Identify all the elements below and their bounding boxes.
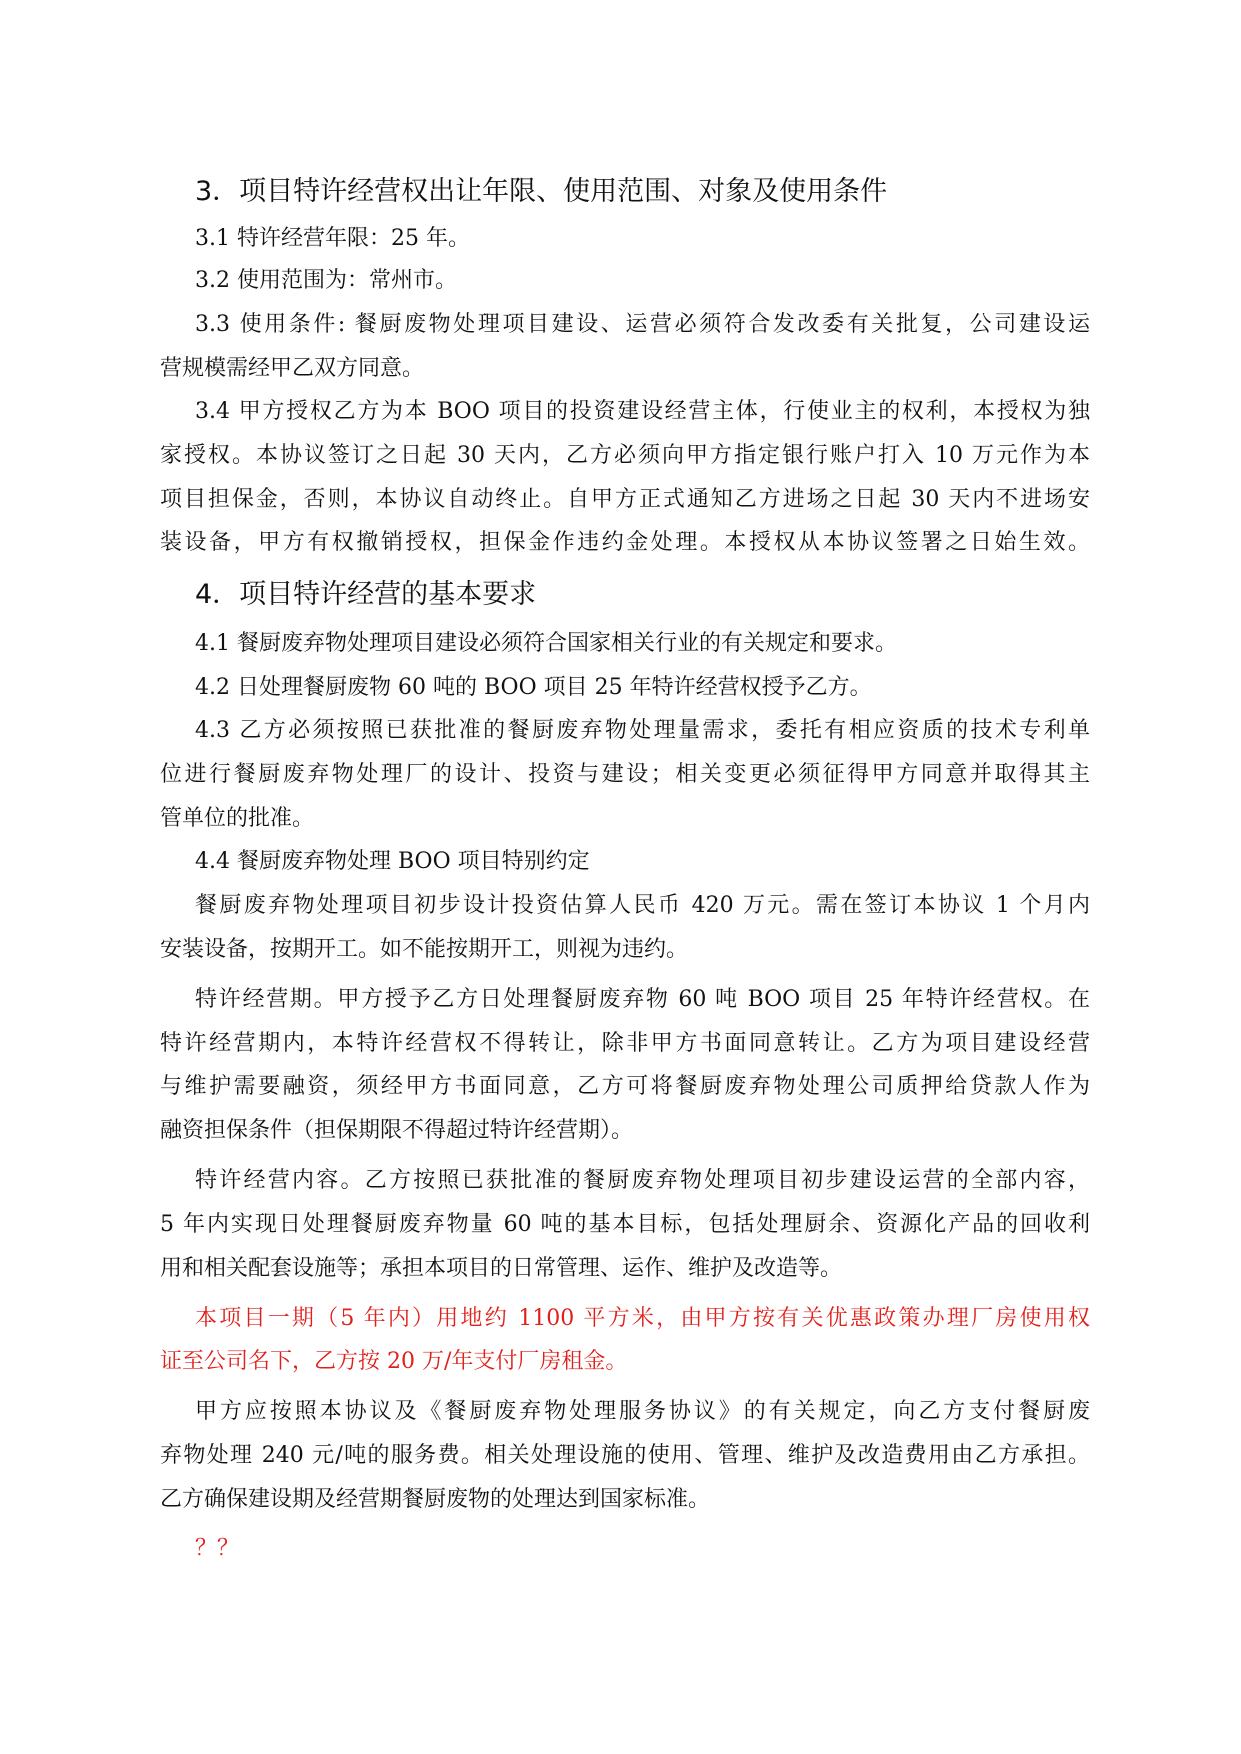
land-line-2: 证至公司名下，乙方按 20 万/年支付厂房租金。	[160, 1349, 628, 1374]
clause-3-4-line-1: 3.4 甲方授权乙方为本 BOO 项目的投资建设经营主体，行使业主的权利，本授权为独	[195, 399, 1090, 424]
clause-3-4-line-4: 装设备，甲方有权撤销授权，担保金作违约金处理。本授权从本协议签署之日始生效。	[160, 530, 1090, 555]
period-line-4: 融资担保条件（担保期限不得超过特许经营期）。	[160, 1118, 634, 1143]
content-line-2: 5 年内实现日处理餐厨废弃物量 60 吨的基本目标，包括处理厨余、资源化产品的回收利	[160, 1212, 1090, 1237]
clause-3-2: 3.2 使用范围为：常州市。	[195, 268, 457, 293]
period-line-2: 特许经营期内，本特许经营权不得转让，除非甲方书面同意转让。乙方为项目建设经营	[160, 1031, 1090, 1056]
content-line-1: 特许经营内容。乙方按照已获批准的餐厨废弃物处理项目初步建设运营的全部内容，	[195, 1168, 1090, 1193]
investment-line-1: 餐厨废弃物处理项目初步设计投资估算人民币 420 万元。需在签订本协议 1 个月内	[195, 893, 1090, 918]
clause-4-3-line-1: 4.3 乙方必须按照已获批准的餐厨废弃物处理量需求，委托有相应资质的技术专利单	[195, 718, 1090, 743]
question-marks: ？？	[195, 1536, 240, 1561]
clause-4-2: 4.2 日处理餐厨废物 60 吨的 BOO 项目 25 年特许经营权授予乙方。	[195, 675, 872, 700]
clause-3-4-line-2: 家授权。本协议签订之日起 30 天内，乙方必须向甲方指定银行账户打入 10 万元作为本	[160, 443, 1090, 468]
clause-3-3-line-1: 3.3 使用条件: 餐厨废物处理项目建设、运营必须符合发改委有关批复，公司建设运	[195, 312, 1090, 337]
clause-3-1: 3.1 特许经营年限：25 年。	[195, 226, 470, 251]
clause-3-3-line-2: 营规模需经甲乙双方同意。	[160, 356, 425, 381]
investment-line-2: 安装设备，按期开工。如不能按期开工，则视为违约。	[160, 937, 689, 962]
fee-line-2: 弃物处理 240 元/吨的服务费。相关处理设施的使用、管理、维护及改造费用由乙方承担。	[160, 1443, 1090, 1468]
land-line-1: 本项目一期（5 年内）用地约 1100 平方米，由甲方按有关优惠政策办理厂房使用权	[195, 1306, 1090, 1331]
clause-4-3-line-3: 管单位的批准。	[160, 806, 315, 831]
period-line-3: 与维护需要融资，须经甲方书面同意，乙方可将餐厨废弃物处理公司质押给贷款人作为	[160, 1074, 1090, 1099]
clause-3-4-line-3: 项目担保金，否则，本协议自动终止。自甲方正式通知乙方进场之日起 30 天内不进场安	[160, 487, 1090, 512]
fee-line-1: 甲方应按照本协议及《餐厨废弃物处理服务协议》的有关规定，向乙方支付餐厨废	[195, 1399, 1090, 1424]
clause-4-1: 4.1 餐厨废弃物处理项目建设必须符合国家相关行业的有关规定和要求。	[195, 631, 897, 656]
period-line-1: 特许经营期。甲方授予乙方日处理餐厨废弃物 60 吨 BOO 项目 25 年特许经营权。在	[195, 987, 1090, 1012]
content-line-3: 用和相关配套设施等；承担本项目的日常管理、运作、维护及改造等。	[160, 1256, 843, 1281]
section-3-heading: 3．项目特许经营权出让年限、使用范围、对象及使用条件	[195, 176, 888, 207]
section-4-heading: 4．项目特许经营的基本要求	[195, 579, 537, 610]
clause-4-3-line-2: 位进行餐厨废弃物处理厂的设计、投资与建设；相关变更必须征得甲方同意并取得其主	[160, 762, 1090, 787]
fee-line-3: 乙方确保建设期及经营期餐厨废物的处理达到国家标准。	[160, 1487, 711, 1512]
clause-4-4: 4.4 餐厨废弃物处理 BOO 项目特别约定	[195, 849, 590, 874]
